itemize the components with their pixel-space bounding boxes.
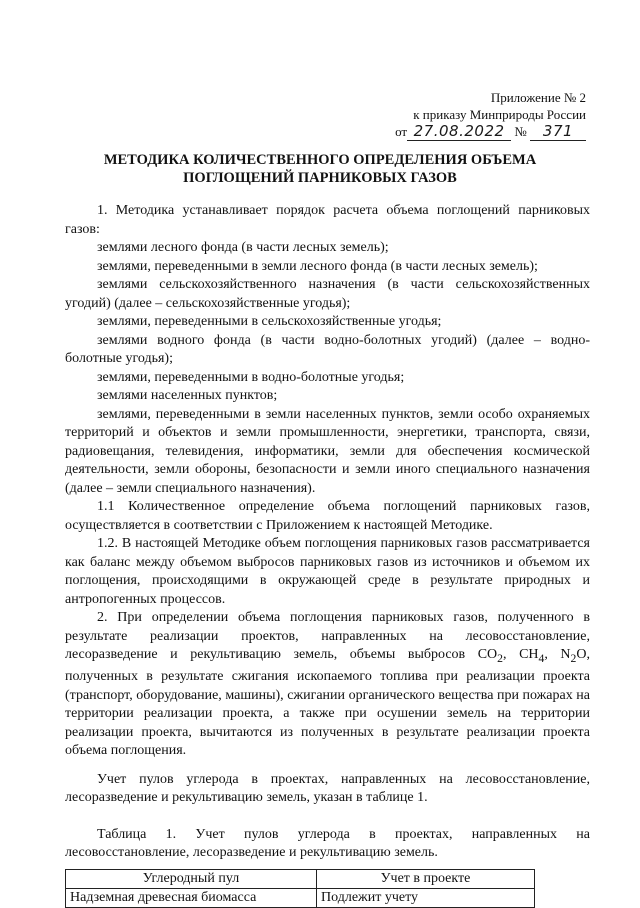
carbon-pool-table bbox=[65, 869, 535, 908]
document-body bbox=[65, 202, 590, 908]
paragraph-3: Учет пулов углерода в проектах, направленных на лесовосстановление, лесоразведение и рекультивацию земель, указан в таблице 1. bbox=[65, 771, 590, 806]
p2-text-a: 2. При определении объема поглощения парниковых газов, полученного в результате реализации проектов, направленных на лесовосстановление, лесоразведение и рекультивацию земель, объемы выбросов CO bbox=[65, 610, 590, 662]
appendix-header bbox=[356, 89, 586, 143]
list-item-agricultural: землями сельскохозяйственного назначения (в части сельскохозяйственных угодий) (далее – сельскохозяйственные угодья); bbox=[65, 277, 590, 311]
p2-text-c: , N bbox=[544, 647, 571, 662]
paragraph-1: 1. Методика устанавливает порядок расчета объема поглощений парниковых газов: bbox=[65, 203, 590, 237]
table-row bbox=[66, 888, 535, 907]
order-date-number bbox=[356, 123, 586, 143]
list-item-wetland: землями водного фонда (в части водно-болотных угодий) (далее – водно-болотные угодья); bbox=[65, 332, 590, 366]
list-item-converted-forest: землями, переведенными в земли лесного фонда (в части лесных земель); bbox=[97, 258, 538, 274]
p2-sub-ch4: 4 bbox=[538, 651, 545, 665]
handwritten-number: 371 bbox=[530, 123, 586, 141]
order-number-label: № bbox=[514, 124, 527, 139]
table-cell-pool: Надземная древесная биомасса bbox=[66, 888, 317, 907]
p2-text-b: , CH bbox=[503, 647, 539, 662]
title-line-2: ПОГЛОЩЕНИЙ ПАРНИКОВЫХ ГАЗОВ bbox=[183, 170, 457, 186]
order-prefix: от bbox=[395, 124, 408, 139]
document-title bbox=[60, 151, 580, 187]
appendix-number: Приложение № 2 bbox=[490, 90, 586, 105]
p2-sub-co2: 2 bbox=[497, 651, 503, 665]
table-header-pool: Углеродный пул bbox=[66, 869, 317, 888]
table-header-row bbox=[66, 869, 535, 888]
title-line-1: МЕТОДИКА КОЛИЧЕСТВЕННОГО ОПРЕДЕЛЕНИЯ ОБЪЕМА bbox=[103, 152, 537, 168]
paragraph-2 bbox=[65, 609, 590, 761]
list-item-forest: землями лесного фонда (в части лесных земель); bbox=[97, 240, 389, 255]
paragraph-1-1: 1.1 Количественное определение объема поглощений парниковых газов, осуществляется в соответствии с Приложением к настоящей Методике. bbox=[65, 499, 590, 533]
appendix-order-ref: к приказу Минприроды России bbox=[413, 107, 586, 122]
paragraph-1-2: 1.2. В настоящей Методике объем поглощения парниковых газов рассматривается как баланс между объемом выбросов парниковых газов из источников и объемом их поглощения, происходящими в окружающей среде в результате природных и антропогенных процессов. bbox=[65, 536, 590, 607]
table-caption: Таблица 1. Учет пулов углерода в проектах, направленных на лесовосстановление, лесоразведение и рекультивацию земель. bbox=[65, 826, 590, 861]
list-item-special-purpose: землями, переведенными в земли населенных пунктов, земли особо охраняемых территорий и объектов и земли промышленности, энергетики, транспорта, связи, радиовещания, телевидения, информатики, земли для обеспечения космической деятельности, земли обороны, безопасности и земли иного специального назначения (далее – земли специального назначения). bbox=[65, 406, 590, 496]
p2-text-d: O, полученных в результате сжигания ископаемого топлива при реализации проекта (транспорт, оборудование, машины), сжигании органического вещества при пожарах на территории реализации проекта, а также при осушении земель на территории реализации проекта, вычитаются из полученных в результате реализации проекта объема поглощения. bbox=[65, 647, 590, 759]
handwritten-date: 27.08.2022 bbox=[407, 123, 511, 141]
table-cell-accounting: Подлежит учету bbox=[317, 888, 535, 907]
list-item-settlements: землями населенных пунктов; bbox=[97, 388, 278, 403]
carbon-pool-table-wrap bbox=[65, 869, 590, 908]
table-header-accounting: Учет в проекте bbox=[317, 869, 535, 888]
p2-sub-n2o: 2 bbox=[570, 651, 577, 665]
list-item-converted-wetland: землями, переведенными в водно-болотные угодья; bbox=[97, 369, 405, 385]
list-item-converted-agricultural: землями, переведенными в сельскохозяйственные угодья; bbox=[97, 314, 442, 329]
